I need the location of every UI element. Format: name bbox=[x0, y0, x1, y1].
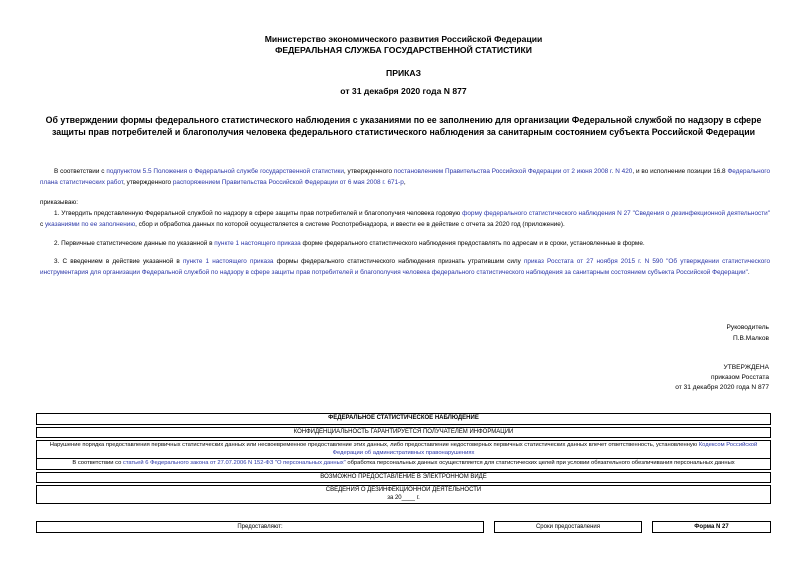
link-law-152[interactable]: статьей 6 Федерального закона от 27.07.2006 N 152-ФЗ "О персональных данных" bbox=[122, 460, 346, 466]
link-regulation[interactable]: подпунктом 5.5 Положения о Федеральной службе государственной статистики bbox=[106, 168, 344, 175]
paragraph-item-1 bbox=[40, 209, 770, 230]
link-order-590[interactable]: приказ Росстата от 27 ноября 2015 г. N 590 "Об утверждении статистического инструментария для организации Федеральной службой по надзору в сфере защиты прав потребителей и благополучия человека федерального статистического наблюдения за санитарным состоянием субъекта Российской Федерации" bbox=[40, 258, 771, 276]
personal-data-text-1: В соответствии со bbox=[72, 460, 123, 466]
link-resolution[interactable]: постановлением Правительства Российской Федерации от 2 июня 2008 г. N 420 bbox=[393, 168, 633, 175]
form-row-liability bbox=[37, 441, 771, 459]
p1-text-5: , bbox=[403, 178, 406, 186]
liability-text: Нарушение порядка предоставления первичных статистических данных или несвоевременное предоставление этих данных, либо предоставление недостоверных первичных статистических данных влечет ответственность, установленную bbox=[49, 442, 699, 448]
p2-text-3: , сбор и обработка данных по которой осуществляется в системе Роспотребнадзора, и ввести ее в действие с отчета за 2020 год (приложение). bbox=[135, 220, 565, 228]
doc-subject: Об утверждении формы федерального статистического наблюдения с указаниями по ее заполнению для организации Федеральной службой по надзору в сфере защиты прав потребителей и благополучия человека федерального статистического наблюдения за санитарным состоянием субъекта Российской Федерации bbox=[45, 115, 762, 137]
service-name: ФЕДЕРАЛЬНАЯ СЛУЖБА ГОСУДАРСТВЕННОЙ СТАТИСТИКИ bbox=[275, 45, 532, 55]
p4-text-2: формы федерального статистического наблюдения признать утратившим силу bbox=[273, 258, 524, 265]
p1-text-4: , утвержденного bbox=[123, 178, 173, 186]
report-period: за 20____ г. bbox=[387, 494, 420, 501]
ministry-name: Министерство экономического развития Российской Федерации bbox=[264, 34, 543, 44]
link-form-27[interactable]: форму федерального статистического наблюдения N 27 "Сведения о дезинфекционной деятельности" bbox=[462, 210, 770, 217]
p1-text-1: В соответствии с bbox=[54, 168, 107, 175]
form-row-confidential: КОНФИДЕНЦИАЛЬНОСТЬ ГАРАНТИРУЕТСЯ ПОЛУЧАТЕЛЕМ ИНФОРМАЦИИ bbox=[37, 427, 771, 438]
personal-data-text-2: обработка персональных данных осуществляется для статистических целей при условии обязательного обезличивания персональных данных bbox=[345, 460, 735, 466]
link-order-671[interactable]: распоряжением Правительства Российской Федерации от 6 мая 2008 г. 671-р bbox=[172, 178, 404, 186]
report-title: СВЕДЕНИЯ О ДЕЗИНФЕКЦИОННОЙ ДЕЯТЕЛЬНОСТИ bbox=[325, 487, 482, 493]
link-item-1-b[interactable]: пункте 1 настоящего приказа bbox=[182, 258, 274, 265]
paragraph-order: приказываю: bbox=[40, 199, 78, 206]
p2-text-1: 1. Утвердить представленную Федеральной службой по надзору в сфере защиты прав потребителей и благополучия человека годовую bbox=[54, 210, 463, 217]
signature-name: П.В.Малков bbox=[732, 335, 769, 342]
link-admin-code[interactable]: Кодексом Российской Федерации об административных правонарушениях bbox=[332, 442, 758, 456]
paragraph-item-3 bbox=[40, 257, 770, 278]
provide-cell: Предоставляют: bbox=[37, 522, 484, 533]
signature-role: Руководитель bbox=[726, 324, 769, 331]
p1-text-2: , утвержденного bbox=[343, 168, 394, 175]
form-row-electronic: ВОЗМОЖНО ПРЕДОСТАВЛЕНИЕ В ЭЛЕКТРОННОМ ВИДЕ bbox=[37, 472, 771, 483]
form-number-cell: Форма N 27 bbox=[653, 522, 771, 533]
p2-text-2: с bbox=[40, 220, 45, 228]
signature-block bbox=[727, 322, 769, 344]
approval-date: от 31 декабря 2020 года N 877 bbox=[675, 384, 769, 391]
approval-title: УТВЕРЖДЕНА bbox=[723, 364, 769, 371]
form-row-observation: ФЕДЕРАЛЬНОЕ СТАТИСТИЧЕСКОЕ НАБЛЮДЕНИЕ bbox=[37, 414, 771, 425]
document-header bbox=[0, 34, 807, 56]
paragraph-item-2 bbox=[40, 239, 770, 250]
link-federal-plan[interactable]: Федерального плана статистических работ bbox=[40, 168, 771, 186]
p4-text-3: . bbox=[747, 268, 750, 276]
terms-cell: Сроки предоставления bbox=[495, 522, 642, 533]
paragraph-preamble bbox=[40, 167, 770, 188]
p3-text-1: 2. Первичные статистические данные по указанной в bbox=[54, 240, 215, 247]
approval-block bbox=[675, 363, 769, 393]
p1-text-3: , и во исполнение позиции 16.8 bbox=[632, 168, 728, 175]
p4-text-1: 3. С введением в действие указанной в bbox=[54, 258, 183, 265]
form-header-table bbox=[36, 413, 771, 504]
link-instructions[interactable]: указаниями по ее заполнению bbox=[44, 220, 136, 228]
p3-text-2: форме федерального статистического наблюдения предоставлять по адресам и в сроки, установленные в форме. bbox=[300, 240, 645, 247]
form-provision-row bbox=[36, 521, 771, 533]
form-row-report-title bbox=[37, 486, 771, 504]
approval-by: приказом Росстата bbox=[711, 374, 769, 381]
doc-date: от 31 декабря 2020 года N 877 bbox=[340, 86, 467, 96]
doc-type: ПРИКАЗ bbox=[386, 68, 421, 78]
link-item-1[interactable]: пункте 1 настоящего приказа bbox=[214, 240, 301, 247]
form-row-personal-data bbox=[37, 459, 771, 470]
